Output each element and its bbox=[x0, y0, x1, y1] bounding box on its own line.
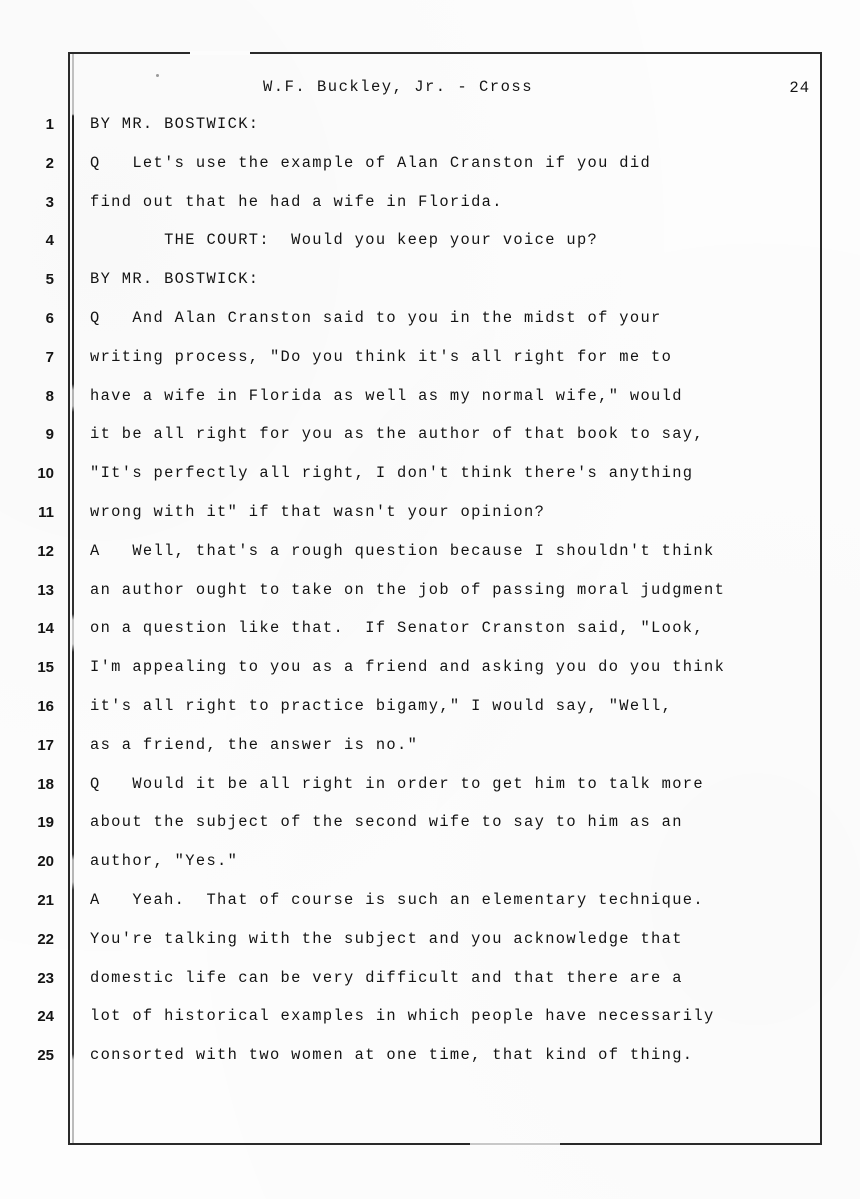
transcript-line bbox=[0, 773, 860, 812]
line-text: as a friend, the answer is no." bbox=[90, 735, 419, 754]
transcript-line bbox=[0, 1044, 860, 1083]
transcript-line bbox=[0, 734, 860, 773]
line-text: find out that he had a wife in Florida. bbox=[90, 192, 503, 211]
transcript-line bbox=[0, 113, 860, 152]
transcript-line bbox=[0, 346, 860, 385]
transcript-line bbox=[0, 191, 860, 230]
line-number: 2 bbox=[45, 154, 54, 172]
line-number: 7 bbox=[45, 348, 54, 366]
line-number: 1 bbox=[45, 116, 54, 133]
line-text: Q And Alan Cranston said to you in the midst of your bbox=[90, 308, 662, 327]
line-number: 4 bbox=[45, 232, 54, 250]
line-number: 18 bbox=[37, 775, 54, 793]
page-number: 24 bbox=[789, 79, 810, 97]
line-text: consorted with two women at one time, that kind of thing. bbox=[90, 1046, 694, 1065]
line-number: 21 bbox=[37, 891, 54, 909]
transcript-line bbox=[0, 579, 860, 618]
line-number: 13 bbox=[37, 581, 54, 599]
line-number: 20 bbox=[37, 853, 54, 871]
line-text: Q Let's use the example of Alan Cranston if you did bbox=[90, 153, 652, 172]
line-text: author, "Yes." bbox=[90, 852, 239, 871]
transcript-line bbox=[0, 268, 860, 307]
line-text: BY MR. BOSTWICK: bbox=[90, 115, 260, 133]
line-text: lot of historical examples in which people have necessarily bbox=[90, 1007, 715, 1026]
transcript-line bbox=[0, 423, 860, 462]
transcript-body bbox=[0, 113, 860, 1083]
transcript-line bbox=[0, 501, 860, 540]
transcript-line bbox=[0, 229, 860, 268]
transcript-line bbox=[0, 967, 860, 1006]
line-text: it be all right for you as the author of that book to say, bbox=[90, 425, 704, 444]
line-text: Q Would it be all right in order to get him to talk more bbox=[90, 774, 704, 793]
line-number: 12 bbox=[37, 542, 54, 560]
line-number: 22 bbox=[37, 930, 54, 948]
transcript-line bbox=[0, 307, 860, 346]
transcript-line bbox=[0, 1005, 860, 1044]
header-title: W.F. Buckley, Jr. - Cross bbox=[262, 78, 534, 96]
scan-speck-artifact bbox=[156, 74, 159, 77]
line-number: 6 bbox=[45, 309, 54, 327]
line-number: 19 bbox=[37, 814, 54, 832]
transcript-line bbox=[0, 695, 860, 734]
line-text: I'm appealing to you as a friend and asking you do you think bbox=[90, 658, 726, 677]
line-text: about the subject of the second wife to say to him as an bbox=[90, 813, 683, 832]
transcript-line bbox=[0, 889, 860, 928]
line-text: on a question like that. If Senator Cranston said, "Look, bbox=[90, 619, 704, 638]
transcript-line bbox=[0, 385, 860, 424]
transcript-line bbox=[0, 850, 860, 889]
line-text: it's all right to practice bigamy," I would say, "Well, bbox=[90, 696, 673, 715]
transcript-line bbox=[0, 656, 860, 695]
transcript-line bbox=[0, 617, 860, 656]
line-text: have a wife in Florida as well as my normal wife," would bbox=[90, 386, 683, 405]
line-text: A Yeah. That of course is such an elementary technique. bbox=[90, 890, 704, 909]
line-number: 3 bbox=[45, 193, 54, 211]
line-text: THE COURT: Would you keep your voice up? bbox=[90, 231, 599, 250]
line-text: A Well, that's a rough question because I shouldn't think bbox=[90, 541, 715, 560]
line-number: 17 bbox=[37, 736, 54, 754]
line-number: 16 bbox=[37, 697, 54, 715]
line-text: writing process, "Do you think it's all right for me to bbox=[90, 347, 673, 366]
transcript-line bbox=[0, 540, 860, 579]
line-number: 10 bbox=[37, 465, 54, 483]
line-number: 11 bbox=[38, 503, 54, 521]
line-number: 15 bbox=[37, 659, 54, 677]
transcript-line bbox=[0, 152, 860, 191]
line-number: 5 bbox=[45, 271, 54, 289]
line-text: domestic life can be very difficult and that there are a bbox=[90, 968, 683, 987]
line-text: an author ought to take on the job of passing moral judgment bbox=[90, 580, 726, 599]
transcript-line bbox=[0, 811, 860, 850]
page-header bbox=[68, 78, 822, 104]
line-text: wrong with it" if that wasn't your opinion? bbox=[90, 502, 546, 521]
line-number: 23 bbox=[37, 969, 54, 987]
line-text: You're talking with the subject and you acknowledge that bbox=[90, 929, 683, 948]
transcript-line bbox=[0, 928, 860, 967]
line-number: 14 bbox=[37, 620, 54, 638]
transcript-line bbox=[0, 462, 860, 501]
line-number: 8 bbox=[45, 387, 54, 405]
line-text: "It's perfectly all right, I don't think there's anything bbox=[90, 464, 694, 483]
line-number: 25 bbox=[37, 1047, 54, 1065]
line-number: 9 bbox=[45, 426, 54, 444]
line-number: 24 bbox=[37, 1008, 54, 1026]
line-text: BY MR. BOSTWICK: bbox=[90, 270, 260, 289]
